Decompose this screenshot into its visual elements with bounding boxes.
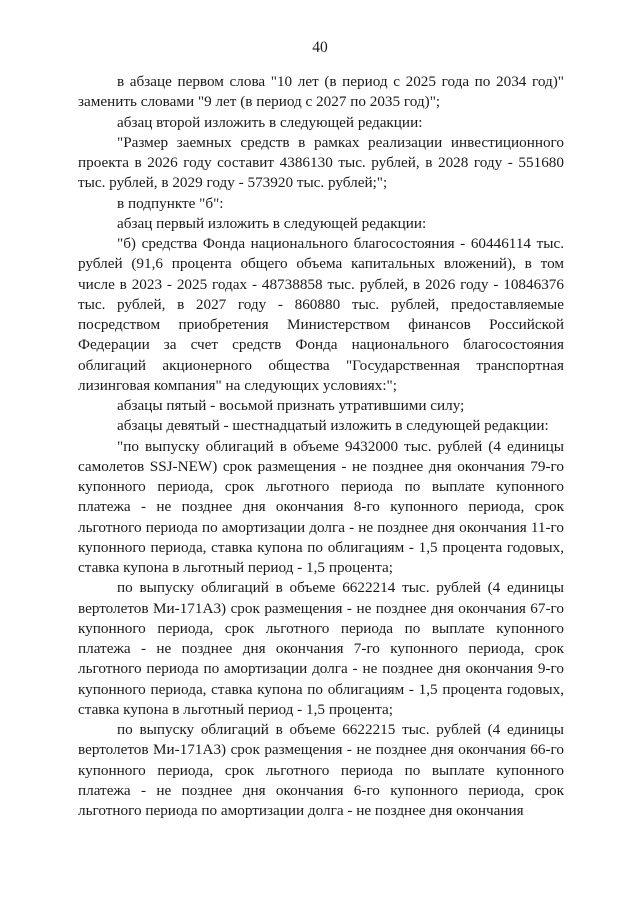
document-body: [78, 72, 564, 821]
paragraph: в подпункте "б":: [117, 194, 224, 212]
paragraph: "по выпуску облигаций в объеме 9432000 тыс. рублей (4 единицы самолетов SSJ-NEW) срок размещения - не позднее дня окончания 79-го купонного периода, срок льготного периода по выплате купонного платежа - не позднее дня окончания 8-го купонного периода, срок льготного периода по амортизации долга - не позднее дня окончания 11-го купонного периода, ставка купона по облигациям - 1,5 процента годовых, ставка купона в льготный период - 1,5 процента;: [78, 437, 564, 576]
paragraph: "Размер заемных средств в рамках реализации инвестиционного проекта в 2026 году составит 4386130 тыс. рублей, в 2028 году - 551680 тыс. рублей, в 2029 году - 573920 тыс. рублей;";: [78, 133, 564, 192]
page-number: 40: [312, 39, 328, 56]
paragraph: абзац первый изложить в следующей редакции:: [117, 214, 427, 232]
paragraph: абзацы пятый - восьмой признать утратившими силу;: [117, 397, 465, 414]
paragraph: абзац второй изложить в следующей редакции:: [117, 113, 423, 131]
paragraph: абзацы девятый - шестнадцатый изложить в следующей редакции:: [117, 417, 549, 435]
paragraph: по выпуску облигаций в объеме 6622215 тыс. рублей (4 единицы вертолетов Ми-171А3) срок размещения - не позднее дня окончания 66-го купонного периода, срок льготного периода по выплате купонного платежа - не позднее дня окончания 6-го купонного периода, срок льготного периода по амортизации долга - не позднее дня окончания: [78, 721, 564, 819]
paragraph: в абзаце первом слова "10 лет (в период с 2025 года по 2034 год)" заменить словами "9 лет (в период с 2027 по 2035 год)";: [78, 73, 564, 111]
paragraph: "б) средства Фонда национального благосостояния - 60446114 тыс. рублей (91,6 процента общего объема капитальных вложений), в том числе в 2023 - 2025 годах - 48738858 тыс. рублей, в 2026 году - 10846376 тыс. рублей, в 2027 году - 860880 тыс. рублей, предоставляемые посредством приобретения Министерством финансов Российской Федерации за счет средств Фонда национального благосостояния облигаций акционерного общества "Государственная транспортная лизинговая компания" на следующих условиях:";: [78, 235, 564, 394]
paragraph: по выпуску облигаций в объеме 6622214 тыс. рублей (4 единицы вертолетов Ми-171А3) срок размещения - не позднее дня окончания 67-го купонного периода, срок льготного периода по выплате купонного платежа - не позднее дня окончания 7-го купонного периода, срок льготного периода по амортизации долга - не позднее дня окончания 9-го купонного периода, ставка купона по облигациям - 1,5 процента годовых, ставка купона в льготный период - 1,5 процента;: [78, 579, 564, 718]
